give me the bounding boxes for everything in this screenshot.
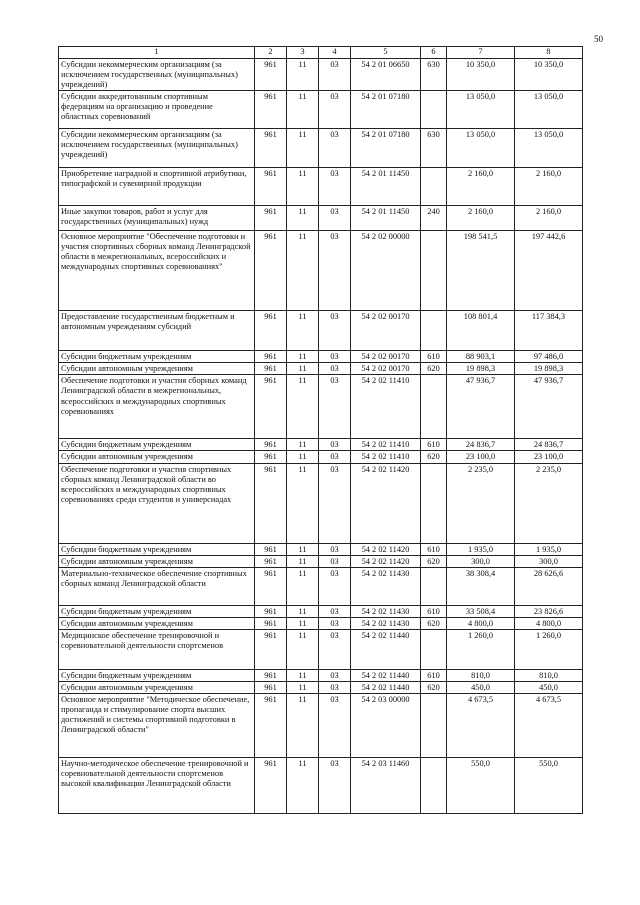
row-target-article: 54 2 01 07180	[351, 91, 421, 129]
row-amount-year2: 4 800,0	[515, 617, 583, 629]
row-amount-year1: 38 308,4	[447, 567, 515, 605]
row-expense-type	[421, 311, 447, 351]
table-row	[59, 555, 583, 567]
row-code: 961	[255, 555, 287, 567]
row-expense-type	[421, 168, 447, 206]
row-amount-year2: 450,0	[515, 681, 583, 693]
row-amount-year1: 450,0	[447, 681, 515, 693]
row-subsection: 03	[319, 617, 351, 629]
column-header: 8	[515, 47, 583, 59]
row-name: Иные закупки товаров, работ и услуг для государственных (муниципальных) нужд	[59, 206, 255, 231]
row-name: Субсидии автономным учреждениям	[59, 555, 255, 567]
row-subsection: 03	[319, 375, 351, 439]
row-section: 11	[287, 351, 319, 363]
row-amount-year2: 2 235,0	[515, 463, 583, 543]
row-code: 961	[255, 669, 287, 681]
row-expense-type: 610	[421, 351, 447, 363]
row-code: 961	[255, 129, 287, 168]
row-section: 11	[287, 206, 319, 231]
row-amount-year1: 13 050,0	[447, 91, 515, 129]
row-section: 11	[287, 669, 319, 681]
row-code: 961	[255, 543, 287, 555]
table-row	[59, 694, 583, 758]
row-name: Предоставление государственным бюджетным и автономным учреждениям субсидий	[59, 311, 255, 351]
row-code: 961	[255, 463, 287, 543]
row-code: 961	[255, 439, 287, 451]
row-expense-type	[421, 231, 447, 311]
row-amount-year2: 2 160,0	[515, 168, 583, 206]
row-expense-type: 620	[421, 451, 447, 463]
row-subsection: 03	[319, 681, 351, 693]
row-subsection: 03	[319, 629, 351, 669]
row-section: 11	[287, 168, 319, 206]
row-code: 961	[255, 91, 287, 129]
row-target-article: 54 2 01 11450	[351, 168, 421, 206]
table-row	[59, 168, 583, 206]
row-name: Материально-техническое обеспечение спортивных сборных команд Ленинградской области	[59, 567, 255, 605]
row-amount-year1: 2 235,0	[447, 463, 515, 543]
row-expense-type: 610	[421, 543, 447, 555]
row-name: Субсидии бюджетным учреждениям	[59, 669, 255, 681]
table-row	[59, 463, 583, 543]
row-code: 961	[255, 363, 287, 375]
table-row	[59, 231, 583, 311]
row-expense-type	[421, 91, 447, 129]
table-row	[59, 629, 583, 669]
row-target-article: 54 2 02 11420	[351, 543, 421, 555]
row-name: Субсидии аккредитованным спортивным федерациям на организацию и проведение областных соревнований	[59, 91, 255, 129]
row-amount-year2: 28 626,6	[515, 567, 583, 605]
row-expense-type: 610	[421, 439, 447, 451]
table-row	[59, 206, 583, 231]
table-header-row	[59, 47, 583, 59]
row-expense-type	[421, 463, 447, 543]
row-expense-type: 630	[421, 59, 447, 91]
row-amount-year2: 97 486,0	[515, 351, 583, 363]
row-name: Обеспечение подготовки и участия спортивных сборных команд Ленинградской области во всероссийских и международных спортивных соревнованиях среди студентов и универсиадах	[59, 463, 255, 543]
row-name: Субсидии некоммерческим организациям (за исключением государственных (муниципальных) учреждений)	[59, 129, 255, 168]
row-code: 961	[255, 351, 287, 363]
page-number: 50	[594, 34, 603, 44]
table-row	[59, 59, 583, 91]
row-subsection: 03	[319, 451, 351, 463]
row-expense-type: 620	[421, 617, 447, 629]
row-amount-year2: 1 935,0	[515, 543, 583, 555]
row-target-article: 54 2 02 11410	[351, 439, 421, 451]
row-target-article: 54 2 02 00000	[351, 231, 421, 311]
row-expense-type	[421, 567, 447, 605]
row-amount-year1: 10 350,0	[447, 59, 515, 91]
row-expense-type: 610	[421, 605, 447, 617]
row-section: 11	[287, 629, 319, 669]
row-code: 961	[255, 758, 287, 814]
row-amount-year1: 810,0	[447, 669, 515, 681]
row-target-article: 54 2 02 00170	[351, 311, 421, 351]
row-section: 11	[287, 617, 319, 629]
row-name: Субсидии бюджетным учреждениям	[59, 543, 255, 555]
row-subsection: 03	[319, 311, 351, 351]
row-target-article: 54 2 02 00170	[351, 351, 421, 363]
row-code: 961	[255, 567, 287, 605]
row-target-article: 54 2 02 11430	[351, 617, 421, 629]
row-subsection: 03	[319, 694, 351, 758]
table-row	[59, 758, 583, 814]
row-code: 961	[255, 681, 287, 693]
table-row	[59, 451, 583, 463]
row-name: Субсидии бюджетным учреждениям	[59, 605, 255, 617]
row-subsection: 03	[319, 463, 351, 543]
row-target-article: 54 2 01 06650	[351, 59, 421, 91]
row-code: 961	[255, 168, 287, 206]
row-amount-year1: 33 508,4	[447, 605, 515, 617]
table-row	[59, 311, 583, 351]
row-amount-year2: 810,0	[515, 669, 583, 681]
row-amount-year2: 197 442,6	[515, 231, 583, 311]
row-subsection: 03	[319, 543, 351, 555]
row-subsection: 03	[319, 669, 351, 681]
row-amount-year2: 24 836,7	[515, 439, 583, 451]
row-target-article: 54 2 02 00170	[351, 363, 421, 375]
row-amount-year2: 117 384,3	[515, 311, 583, 351]
column-header: 1	[59, 47, 255, 59]
row-target-article: 54 2 02 11440	[351, 669, 421, 681]
row-name: Субсидии автономным учреждениям	[59, 363, 255, 375]
row-amount-year1: 19 898,3	[447, 363, 515, 375]
table-row	[59, 669, 583, 681]
row-expense-type: 610	[421, 669, 447, 681]
row-target-article: 54 2 02 11430	[351, 567, 421, 605]
row-subsection: 03	[319, 91, 351, 129]
row-expense-type: 620	[421, 363, 447, 375]
row-subsection: 03	[319, 605, 351, 617]
row-target-article: 54 2 02 11440	[351, 629, 421, 669]
row-section: 11	[287, 681, 319, 693]
row-section: 11	[287, 59, 319, 91]
row-section: 11	[287, 451, 319, 463]
row-name: Субсидии бюджетным учреждениям	[59, 351, 255, 363]
row-section: 11	[287, 231, 319, 311]
row-expense-type	[421, 694, 447, 758]
row-amount-year2: 10 350,0	[515, 59, 583, 91]
row-name: Субсидии бюджетным учреждениям	[59, 439, 255, 451]
table-row	[59, 543, 583, 555]
row-subsection: 03	[319, 59, 351, 91]
row-target-article: 54 2 01 11450	[351, 206, 421, 231]
row-name: Основное мероприятие "Методическое обеспечение, пропаганда и стимулирование спорта высших достижений и системы спортивной подготовки в Ленинградской области"	[59, 694, 255, 758]
table-row	[59, 605, 583, 617]
row-amount-year1: 300,0	[447, 555, 515, 567]
row-section: 11	[287, 694, 319, 758]
row-amount-year1: 23 100,0	[447, 451, 515, 463]
row-code: 961	[255, 231, 287, 311]
row-section: 11	[287, 439, 319, 451]
row-amount-year2: 4 673,5	[515, 694, 583, 758]
column-header: 7	[447, 47, 515, 59]
row-code: 961	[255, 694, 287, 758]
row-amount-year2: 300,0	[515, 555, 583, 567]
row-target-article: 54 2 02 11440	[351, 681, 421, 693]
column-header: 4	[319, 47, 351, 59]
row-code: 961	[255, 206, 287, 231]
row-name: Научно-методическое обеспечение тренировочной и соревновательной деятельности спортсменов высокой квалификации Ленинградской области	[59, 758, 255, 814]
table-row	[59, 567, 583, 605]
row-amount-year1: 1 260,0	[447, 629, 515, 669]
column-header: 5	[351, 47, 421, 59]
row-expense-type	[421, 375, 447, 439]
row-amount-year1: 2 160,0	[447, 206, 515, 231]
table-row	[59, 681, 583, 693]
row-subsection: 03	[319, 363, 351, 375]
row-target-article: 54 2 02 11420	[351, 463, 421, 543]
row-amount-year2: 47 936,7	[515, 375, 583, 439]
row-name: Субсидии автономным учреждениям	[59, 617, 255, 629]
row-section: 11	[287, 555, 319, 567]
row-amount-year1: 108 801,4	[447, 311, 515, 351]
row-subsection: 03	[319, 567, 351, 605]
row-section: 11	[287, 605, 319, 617]
row-amount-year2: 23 100,0	[515, 451, 583, 463]
row-code: 961	[255, 605, 287, 617]
row-amount-year1: 4 800,0	[447, 617, 515, 629]
row-section: 11	[287, 463, 319, 543]
row-amount-year1: 88 903,1	[447, 351, 515, 363]
row-amount-year1: 13 050,0	[447, 129, 515, 168]
table-row	[59, 375, 583, 439]
row-section: 11	[287, 363, 319, 375]
row-subsection: 03	[319, 758, 351, 814]
row-code: 961	[255, 451, 287, 463]
row-expense-type	[421, 629, 447, 669]
row-amount-year1: 47 936,7	[447, 375, 515, 439]
row-expense-type: 630	[421, 129, 447, 168]
row-code: 961	[255, 375, 287, 439]
row-amount-year2: 2 160,0	[515, 206, 583, 231]
row-target-article: 54 2 02 11420	[351, 555, 421, 567]
row-target-article: 54 2 01 07180	[351, 129, 421, 168]
row-subsection: 03	[319, 555, 351, 567]
row-amount-year1: 24 836,7	[447, 439, 515, 451]
row-amount-year1: 2 160,0	[447, 168, 515, 206]
row-target-article: 54 2 02 11410	[351, 375, 421, 439]
row-name: Субсидии автономным учреждениям	[59, 681, 255, 693]
row-amount-year2: 550,0	[515, 758, 583, 814]
table-row	[59, 617, 583, 629]
row-target-article: 54 2 03 00000	[351, 694, 421, 758]
column-header: 3	[287, 47, 319, 59]
row-section: 11	[287, 311, 319, 351]
row-amount-year1: 198 541,5	[447, 231, 515, 311]
row-amount-year2: 13 050,0	[515, 91, 583, 129]
row-section: 11	[287, 375, 319, 439]
row-code: 961	[255, 629, 287, 669]
row-amount-year1: 1 935,0	[447, 543, 515, 555]
row-target-article: 54 2 03 11460	[351, 758, 421, 814]
row-section: 11	[287, 543, 319, 555]
row-section: 11	[287, 91, 319, 129]
row-section: 11	[287, 758, 319, 814]
row-expense-type: 620	[421, 555, 447, 567]
budget-table	[58, 46, 583, 814]
row-name: Обеспечение подготовки и участия сборных команд Ленинградской области в межрегиональных, всероссийских и международных спортивных соревнованиях	[59, 375, 255, 439]
row-expense-type	[421, 758, 447, 814]
column-header: 6	[421, 47, 447, 59]
row-target-article: 54 2 02 11430	[351, 605, 421, 617]
row-name: Субсидии автономным учреждениям	[59, 451, 255, 463]
row-amount-year2: 23 826,6	[515, 605, 583, 617]
row-amount-year1: 550,0	[447, 758, 515, 814]
row-name: Основное мероприятие "Обеспечение подготовки и участия спортивных сборных команд Ленинградской области в межрегиональных, всероссийских и международных спортивных соревнованиях"	[59, 231, 255, 311]
row-section: 11	[287, 129, 319, 168]
table-row	[59, 351, 583, 363]
row-subsection: 03	[319, 168, 351, 206]
row-subsection: 03	[319, 231, 351, 311]
row-name: Субсидии некоммерческим организациям (за исключением государственных (муниципальных) учреждений)	[59, 59, 255, 91]
table-row	[59, 129, 583, 168]
row-subsection: 03	[319, 351, 351, 363]
row-subsection: 03	[319, 129, 351, 168]
table-row	[59, 439, 583, 451]
row-amount-year2: 13 050,0	[515, 129, 583, 168]
row-subsection: 03	[319, 439, 351, 451]
table-row	[59, 91, 583, 129]
row-section: 11	[287, 567, 319, 605]
row-code: 961	[255, 617, 287, 629]
column-header: 2	[255, 47, 287, 59]
row-amount-year2: 19 898,3	[515, 363, 583, 375]
row-code: 961	[255, 59, 287, 91]
row-expense-type: 240	[421, 206, 447, 231]
row-target-article: 54 2 02 11410	[351, 451, 421, 463]
row-amount-year2: 1 260,0	[515, 629, 583, 669]
row-name: Приобретение наградной и спортивной атрибутики, типографской и сувенирной продукции	[59, 168, 255, 206]
row-subsection: 03	[319, 206, 351, 231]
table-row	[59, 363, 583, 375]
row-code: 961	[255, 311, 287, 351]
row-name: Медицинское обеспечение тренировочной и соревновательной деятельности спортсменов	[59, 629, 255, 669]
row-expense-type: 620	[421, 681, 447, 693]
row-amount-year1: 4 673,5	[447, 694, 515, 758]
